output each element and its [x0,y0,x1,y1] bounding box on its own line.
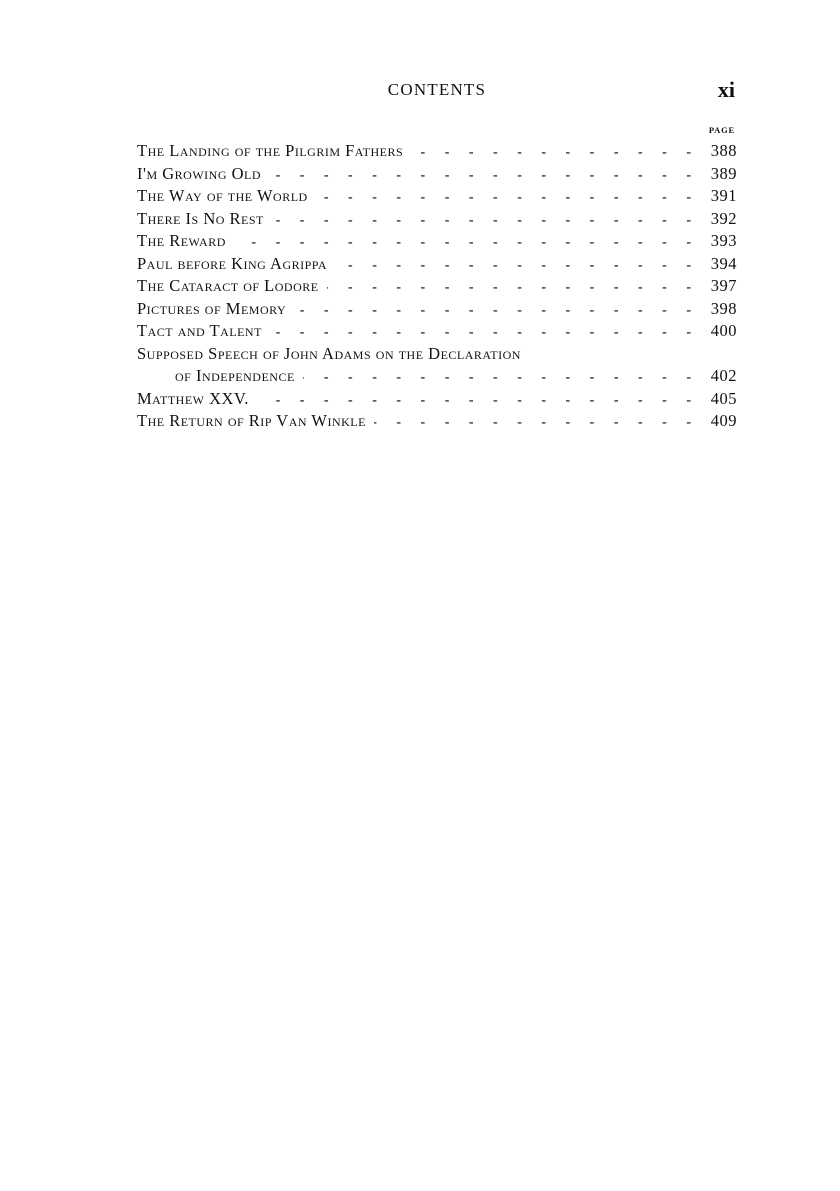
dot-leader [257,390,699,413]
toc-entry [137,298,737,321]
toc-entry-title: I'm Growing Old [137,163,262,183]
toc-entry-title: The Way of the World [137,186,308,205]
page-number: xi [717,77,735,102]
toc-entry-page: 393 [710,231,737,250]
toc-entry-title: The Return of Rip Van Winkle [137,411,366,430]
toc-entry [137,140,737,163]
dot-leader [272,210,699,233]
toc-entry-page: 400 [710,321,737,340]
dot-leader [327,277,699,300]
toc-entry [137,365,737,388]
toc-entry-page: 389 [710,163,737,183]
toc-entry-page: 391 [710,186,737,205]
toc-entry-first-line [137,343,737,366]
dot-leader [234,232,699,255]
dot-leader [269,165,699,188]
toc-entry [137,253,737,276]
toc-entry-title: Tact and Talent [137,321,262,340]
dot-leader [270,322,699,345]
toc-entry-title: Supposed Speech of John Adams on the Declaration [137,343,521,363]
dot-leader [316,187,699,210]
toc-entry-title: There Is No Rest [137,208,264,228]
dot-leader [374,412,699,435]
toc-entry-page: 398 [710,298,737,318]
toc-entry [137,275,737,298]
toc-entry-page: 397 [710,276,737,295]
running-head [137,77,737,104]
toc-entry-title: The Landing of the Pilgrim Fathers [137,141,404,160]
toc-entry-page: 392 [710,208,737,228]
toc-entry-title: Paul before King Agrippa [137,253,328,273]
toc-entry-title-continued: of Independence [175,366,295,385]
toc-entry [137,388,737,411]
toc-entry [137,320,737,343]
toc-entry-page: 402 [710,366,737,385]
toc-entry [137,185,737,208]
toc-entry-page: 405 [710,388,737,408]
toc-entry-title: Pictures of Memory [137,298,287,318]
page-column-label: PAGE [708,125,735,135]
toc-entry-title: The Reward [137,231,226,250]
toc-entry-title: Matthew XXV. [137,388,249,408]
toc-entry-page: 409 [710,411,737,430]
toc-entry [137,208,737,231]
toc-entry-page: 388 [710,141,737,160]
dot-leader [411,142,699,165]
dot-leader [303,367,699,390]
toc-entry-title: The Cataract of Lodore [137,276,319,295]
dot-leader [335,255,699,278]
toc-entry [137,230,737,253]
table-of-contents [137,120,737,433]
toc-entry-page: 394 [710,253,737,273]
toc-entry [137,410,737,433]
dot-leader [294,300,699,323]
page-title: CONTENTS [387,80,487,99]
toc-entry [137,163,737,186]
